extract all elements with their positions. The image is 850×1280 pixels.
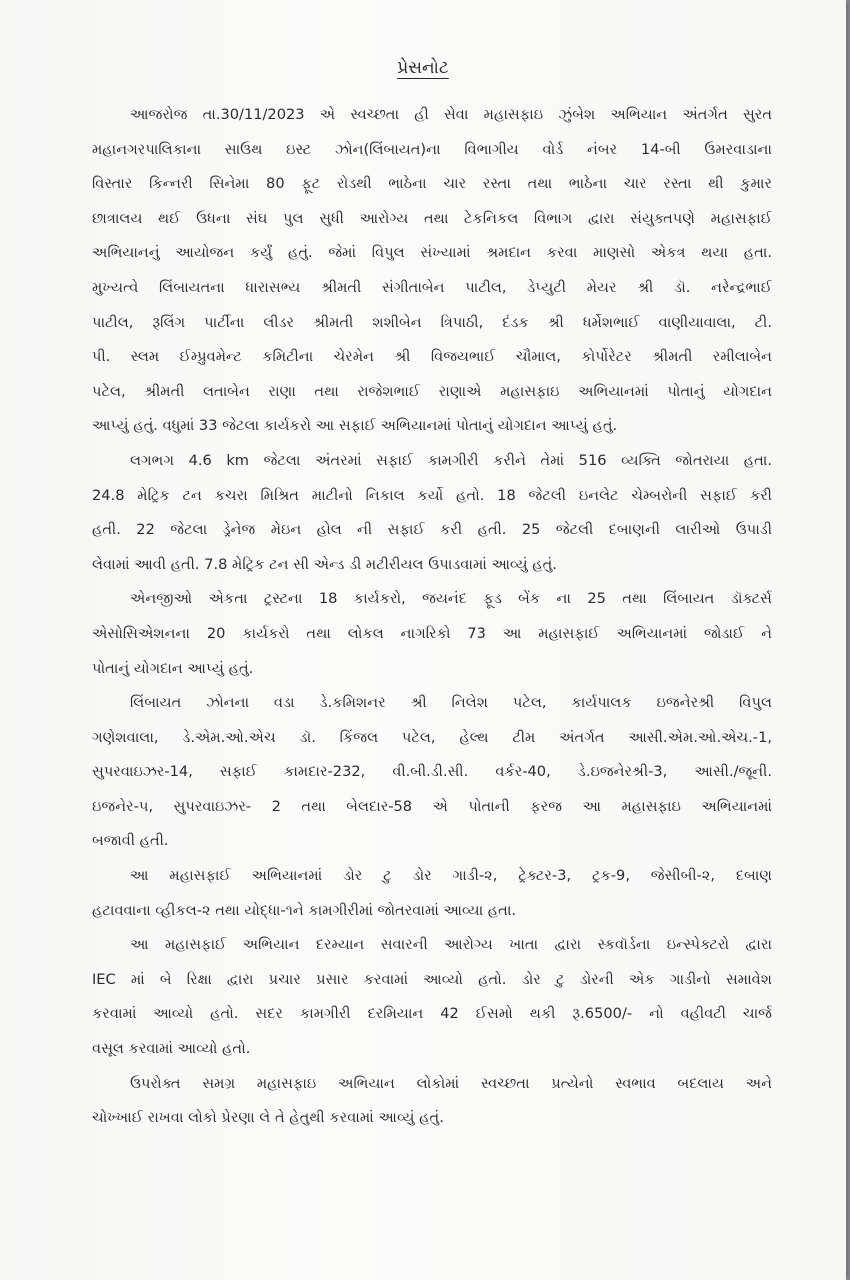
page-title: પ્રેસનોટ xyxy=(397,58,449,78)
text-line: લેવામાં આવી હતી. 7.8 મેટ્રિક ટન સી એન્ડ ડી મટીરીયલ ઉપાડવામાં આવ્યું હતું. xyxy=(92,555,557,573)
text-line: ઇજનેર-૫, સુપરવાઇઝર- 2 તથા બેલદાર-58 એ પોતાની ફરજ આ મહાસફાઇ અભિયાનમાં xyxy=(92,797,772,815)
text-line: આજરોજ તા.30/11/2023 એ સ્વચ્છતા હી સેવા મહાસફાઇ ઝુંબેશ અભિયાન અંતર્ગત સુરત xyxy=(130,106,772,123)
text-line: સુપરવાઇઝર-14, સફાઈ કામદાર-232, વી.બી.ડી.સી. વર્કર-40, ડે.ઇજનેરશ્રી-3, આસી./જૂની. xyxy=(92,763,772,781)
paragraph-7 xyxy=(92,1067,772,1136)
paragraph-4 xyxy=(92,686,772,859)
paragraph-1 xyxy=(92,98,772,444)
paragraph-5 xyxy=(92,859,772,928)
paragraph-2 xyxy=(92,444,772,582)
paragraph-3 xyxy=(92,582,772,686)
text-line: હટાવવાના વ્હીકલ-૨ તથા યોદ્ધા-૧ને કામગીરીમાં જોતરવામાં આવ્યા હતા. xyxy=(92,901,517,919)
text-line: મહાનગરપાલિકાના સાઉથ ઇસ્ટ ઝોન(લિંબાયત)ના વિભાગીય વોર્ડ નંબર 14-બી ઉમરવાડાના xyxy=(92,140,772,158)
text-line: ચોખ્ખાઈ રાખવા લોકો પ્રેરણા લે તે હેતુથી કરવામાં આવ્યું હતું. xyxy=(92,1109,444,1127)
text-line: વસૂલ કરવામાં આવ્યો હતો. xyxy=(92,1040,251,1058)
text-line: લગભગ 4.6 km જેટલા અંતરમાં સફાઈ કામગીરી કરીને તેમાં 516 વ્યક્તિ જોતરાયા હતા. xyxy=(130,451,772,469)
text-line: આપ્યું હતું. વધુમાં 33 જેટલા કાર્યકરો આ સફાઈ અભિયાનમાં પોતાનું યોગદાન આપ્યું હતું. xyxy=(92,417,618,435)
text-line: લિંબાયત ઝોનના વડા ડે.કમિશનર શ્રી નિલેશ પટેલ, કાર્યપાલક ઇજનેરશ્રી વિપુલ xyxy=(130,694,772,712)
text-line: હતી. 22 જેટલા ડ્રેનેજ મેઇન હોલ ની સફાઈ કરી હતી. 25 જેટલી દબાણની લારીઓ ઉપાડી xyxy=(92,521,772,539)
text-line: આ મહાસફાઈ અભિયાનમાં ડોર ટુ ડોર ગાડી-૨, ટ્રેક્ટર-3, ટ્રક-9, જેસીબી-૨, દબાણ xyxy=(130,867,772,885)
text-line: છાત્રાલય થઈ ઉધના સંઘ પુલ સુધી આરોગ્ય તથા ટેકનિકલ વિભાગ દ્વારા સંયુક્તપણે મહાસફાઈ xyxy=(92,209,772,227)
press-note-body xyxy=(92,98,772,1136)
text-line: એનજીઓ એકતા ટ્રસ્ટના 18 કાર્યકરો, જયનંદ ફૂડ બેંક ના 25 તથા લિંબાયત ડૉક્ટર્સ xyxy=(130,590,772,608)
text-line: પી. સ્લમ ઈમ્પ્રુવમેન્ટ કમિટીના ચેરમેન શ્રી વિજયભાઈ ચૌમાલ, કોર્પોરેટર શ્રીમતી રમીલાબેન xyxy=(92,348,772,366)
text-line: પોતાનું યોગદાન આપ્યું હતું. xyxy=(92,659,254,677)
paragraph-6 xyxy=(92,928,772,1066)
text-line: ગણેશવાલા, ડે.એમ.ઓ.એચ ડૉ. કિંજલ પટેલ, હેલ્થ ટીમ અંતર્ગત આસી.એમ.ઓ.એચ.-1, xyxy=(92,728,772,746)
text-line: IEC માં બે રિક્ષા દ્વારા પ્રચાર પ્રસાર કરવામાં આવ્યો હતો. ડોર ટુ ડોરની એક ગાડીનો સમાવેશ xyxy=(92,970,772,988)
text-line: મુખ્યત્વે લિંબાયતના ધારાસભ્ય શ્રીમતી સંગીતાબેન પાટીલ, ડેપ્યુટી મેયર શ્રી ડૉ. નરેન્દ્રભાઈ xyxy=(92,278,772,296)
text-line: એસોસિએશનના 20 કાર્યકરો તથા લોકલ નાગરિકો 73 આ મહાસફાઈ અભિયાનમાં જોડાઈ ને xyxy=(92,624,772,642)
text-line: બજાવી હતી. xyxy=(92,832,169,850)
text-line: અભિયાનનું આયોજન કર્યું હતું. જેમાં વિપુલ સંખ્યામાં શ્રમદાન કરવા માણસો એકત્ર થયા હતા. xyxy=(92,244,772,262)
text-line: વિસ્તાર કિન્નરી સિનેમા 80 ફૂટ રોડથી ભાઠેના ચાર રસ્તા તથા ભાઠેના ચાર રસ્તા થી કુમાર xyxy=(92,175,772,193)
text-line: 24.8 મેટ્રિક ટન કચરા મિશ્રિત માટીનો નિકાલ કર્યો હતો. 18 જેટલી ઇનલેટ ચેમ્બરોની સફાઈ કરી xyxy=(92,486,772,504)
text-line: કરવામાં આવ્યો હતો. સદર કામગીરી દરમિયાન 42 ઈસમો થકી રૂ.6500/- નો વહીવટી ચાર્જ xyxy=(92,1005,772,1023)
text-line: આ મહાસફાઈ અભિયાન દરમ્યાન સવારની આરોગ્ય ખાતા દ્વારા સ્કવૉર્ડના ઇન્સ્પેક્ટરો દ્વારા xyxy=(130,936,772,954)
text-line: પટેલ, શ્રીમતી લતાબેન રાણા તથા રાજેશભાઈ રાણાએ મહાસફાઇ અભિયાનમાં પોતાનું યોગદાન xyxy=(92,382,772,400)
text-line: પાટીલ, રૂલિંગ પાર્ટીના લીડર શ્રીમતી શશીબેન ત્રિપાઠી, દંડક શ્રી ધર્મેશભાઈ વાણીયાવાલા, ટી. xyxy=(92,313,772,331)
text-line: ઉપરોક્ત સમગ્ર મહાસફાઇ અભિયાન લોકોમાં સ્વચ્છતા પ્રત્યેનો સ્વભાવ બદલાય અને xyxy=(130,1074,772,1092)
